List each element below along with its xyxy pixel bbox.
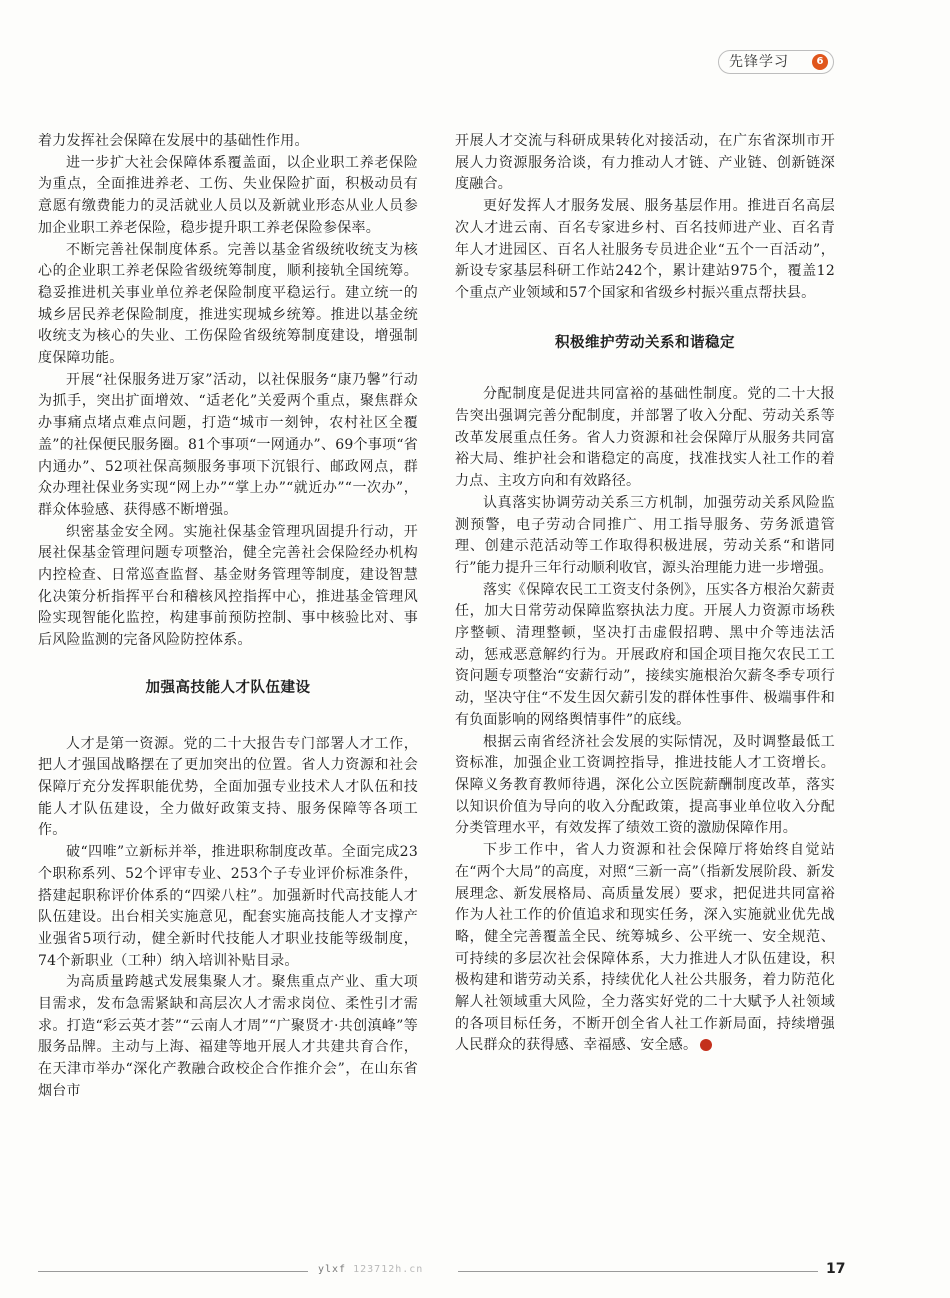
paragraph: 进一步扩大社会保障体系覆盖面，以企业职工养老保险为重点，全面推进养老、工伤、失业保险扩面，积极动员有意愿有缴费能力的灵活就业人员以及新就业形态从业人员参加企业职工养老保险，稳步提升职工养老保险参保率。 <box>38 154 418 236</box>
section-heading: 积极维护劳动关系和谐稳定 <box>555 334 735 351</box>
paragraph: 认真落实协调劳动关系三方机制，加强劳动关系风险监测预警，电子劳动合同推广、用工指导服务、劳务派遣管理、创建示范活动等工作取得积极进展，劳动关系“和谐同行”能力提升三年行动顺利收官，源头治理能力进一步增强。 <box>455 494 835 576</box>
paragraph: 着力发挥社会保障在发展中的基础性作用。 <box>38 133 309 149</box>
footer-divider-left <box>38 1271 308 1272</box>
paragraph: 开展人才交流与科研成果转化对接活动，在广东省深圳市开展人力资源服务洽谈，有力推动人才链、产业链、创新链深度融合。 <box>455 133 835 193</box>
paragraph: 更好发挥人才服务发展、服务基层作用。推进百名高层次人才进云南、百名专家进乡村、百名技师进产业、百名青年人才进园区、百名人社服务专员进企业“五个一百活动”，新设专家基层科研工作站242个，累计建站975个，覆盖12个重点产业领域和57个国家和省级乡村振兴重点帮扶县。 <box>455 198 835 301</box>
section-heading: 加强高技能人才队伍建设 <box>145 679 311 696</box>
footer-site-text: ylxf <box>318 1264 347 1275</box>
footer-divider-right <box>458 1271 818 1272</box>
paragraph: 不断完善社保制度体系。完善以基金省级统收统支为核心的企业职工养老保险省级统筹制度，顺利接轨全国统筹。稳妥推进机关事业单位养老保险制度平稳运行。建立统一的城乡居民养老保险制度，推进实现城乡统筹。推进以基金统收统支为核心的失业、工伤保险省级统筹制度建设，增强制度保障功能。 <box>38 241 418 367</box>
paragraph-final <box>455 840 835 1057</box>
magazine-logo-icon: 6 <box>812 54 828 70</box>
paragraph: 分配制度是促进共同富裕的基础性制度。党的二十大报告突出强调完善分配制度，并部署了收入分配、劳动关系等改革发展重点任务。省人力资源和社会保障厅从服务共同富裕大局、维护社会和谐稳定的高度，找准找实人社工作的着力点、主攻方向和有效路径。 <box>455 386 835 490</box>
right-column <box>455 131 835 1057</box>
paragraph: 为高质量跨越式发展集聚人才。聚焦重点产业、重大项目需求，发布急需紧缺和高层次人才需求岗位、柔性引才需求。打造“彩云英才荟”“云南人才周”“广聚贤才·共创滇峰”等服务品牌。主动与上海、福建等地开展人才共建共育合作，在天津市举办“深化产教融合政校企合作推介会”，在山东省烟台市 <box>38 974 418 1099</box>
paragraph: 破“四唯”立新标并举，推进职称制度改革。全面完成23个职称系列、52个评审专业、253个子专业评价标准条件，搭建起职称评价体系的“四梁八柱”。加强新时代高技能人才队伍建设。出台相关实施意见，配套实施高技能人才支撑产业强省5项行动，健全新时代技能人才职业技能等级制度，74个新职业（工种）纳入培训补贴目录。 <box>38 844 418 969</box>
paragraph: 落实《保障农民工工资支付条例》，压实各方根治欠薪责任，加大日常劳动保障监察执法力度。开展人力资源市场秩序整顿、清理整顿，坚决打击虚假招聘、黑中介等违法活动，惩戒恶意解约行为。开展政府和国企项目拖欠农民工工资问题专项整治“安薪行动”，接续实施根治欠薪冬季专项行动，坚决守住“不发生因欠薪引发的群体性事件、极端事件和有负面影响的网络舆情事件”的底线。 <box>455 581 835 728</box>
paragraph: 根据云南省经济社会发展的实际情况，及时调整最低工资标准，加强企业工资调控指导，推进技能人才工资增长。保障义务教育教师待遇，深化公立医院薪酬制度改革，落实以知识价值为导向的收入分配政策，提高事业单位收入分配分类管理水平，有效发挥了绩效工资的激励保障作用。 <box>455 733 835 837</box>
paragraph: 织密基金安全网。实施社保基金管理巩固提升行动，开展社保基金管理问题专项整治，健全完善社会保险经办机构内控检查、日常巡查监督、基金财务管理等制度，建设智慧化决策分析指挥平台和稽核风控指挥中心，推进基金管理风险实现智能化监控，构建事前预防控制、事中核验比对、事后风险监测的完备风险防控体系。 <box>38 523 418 649</box>
left-column <box>38 131 418 1103</box>
article-end-icon <box>700 1039 712 1051</box>
section-label: 先锋学习 <box>729 54 789 70</box>
page-number: 17 <box>826 1261 846 1277</box>
final-paragraph-text: 下步工作中，省人力资源和社会保障厅将始终自觉站在“两个大局”的高度，对照“三新一高”（指新发展阶段、新发展理念、新发展格局、高质量发展）要求，把促进共同富裕作为人社工作的价值追求和现实任务，深入实施就业优先战略，健全完善覆盖全民、统筹城乡、公平统一、安全规范、可持续的多层次社会保障体系，大力推进人才队伍建设，积极构建和谐劳动关系，持续优化人社公共服务，着力防范化解人社领域重大风险，全力落实好党的二十大赋予人社领域的各项目标任务，不断开创全省人社工作新局面，持续增强人民群众的获得感、幸福感、安全感。 <box>455 842 835 1054</box>
section-tag <box>718 50 834 74</box>
paragraph: 人才是第一资源。党的二十大报告专门部署人才工作，把人才强国战略摆在了更加突出的位置。省人力资源和社会保障厅充分发挥职能优势，全面加强专业技术人才队伍和技能人才队伍建设，全力做好政策支持、服务保障等各项工作。 <box>38 735 418 839</box>
paragraph: 开展“社保服务进万家”活动，以社保服务“康乃馨”行动为抓手，突出扩面增效、“适老化”关爱两个重点，聚焦群众办事痛点堵点难点问题，打造“城市一刻钟，农村社区全覆盖”的社保便民服务圈。81个事项“一网通办”、69个事项“省内通办”、52项社保高频服务事项下沉银行、邮政网点，群众办理社保业务实现“网上办”“掌上办”“就近办”“一次办”，群众体验感、获得感不断增强。 <box>38 371 418 518</box>
footer-site-faint: 123712h.cn <box>353 1264 424 1275</box>
footer-site-code <box>318 1264 423 1275</box>
